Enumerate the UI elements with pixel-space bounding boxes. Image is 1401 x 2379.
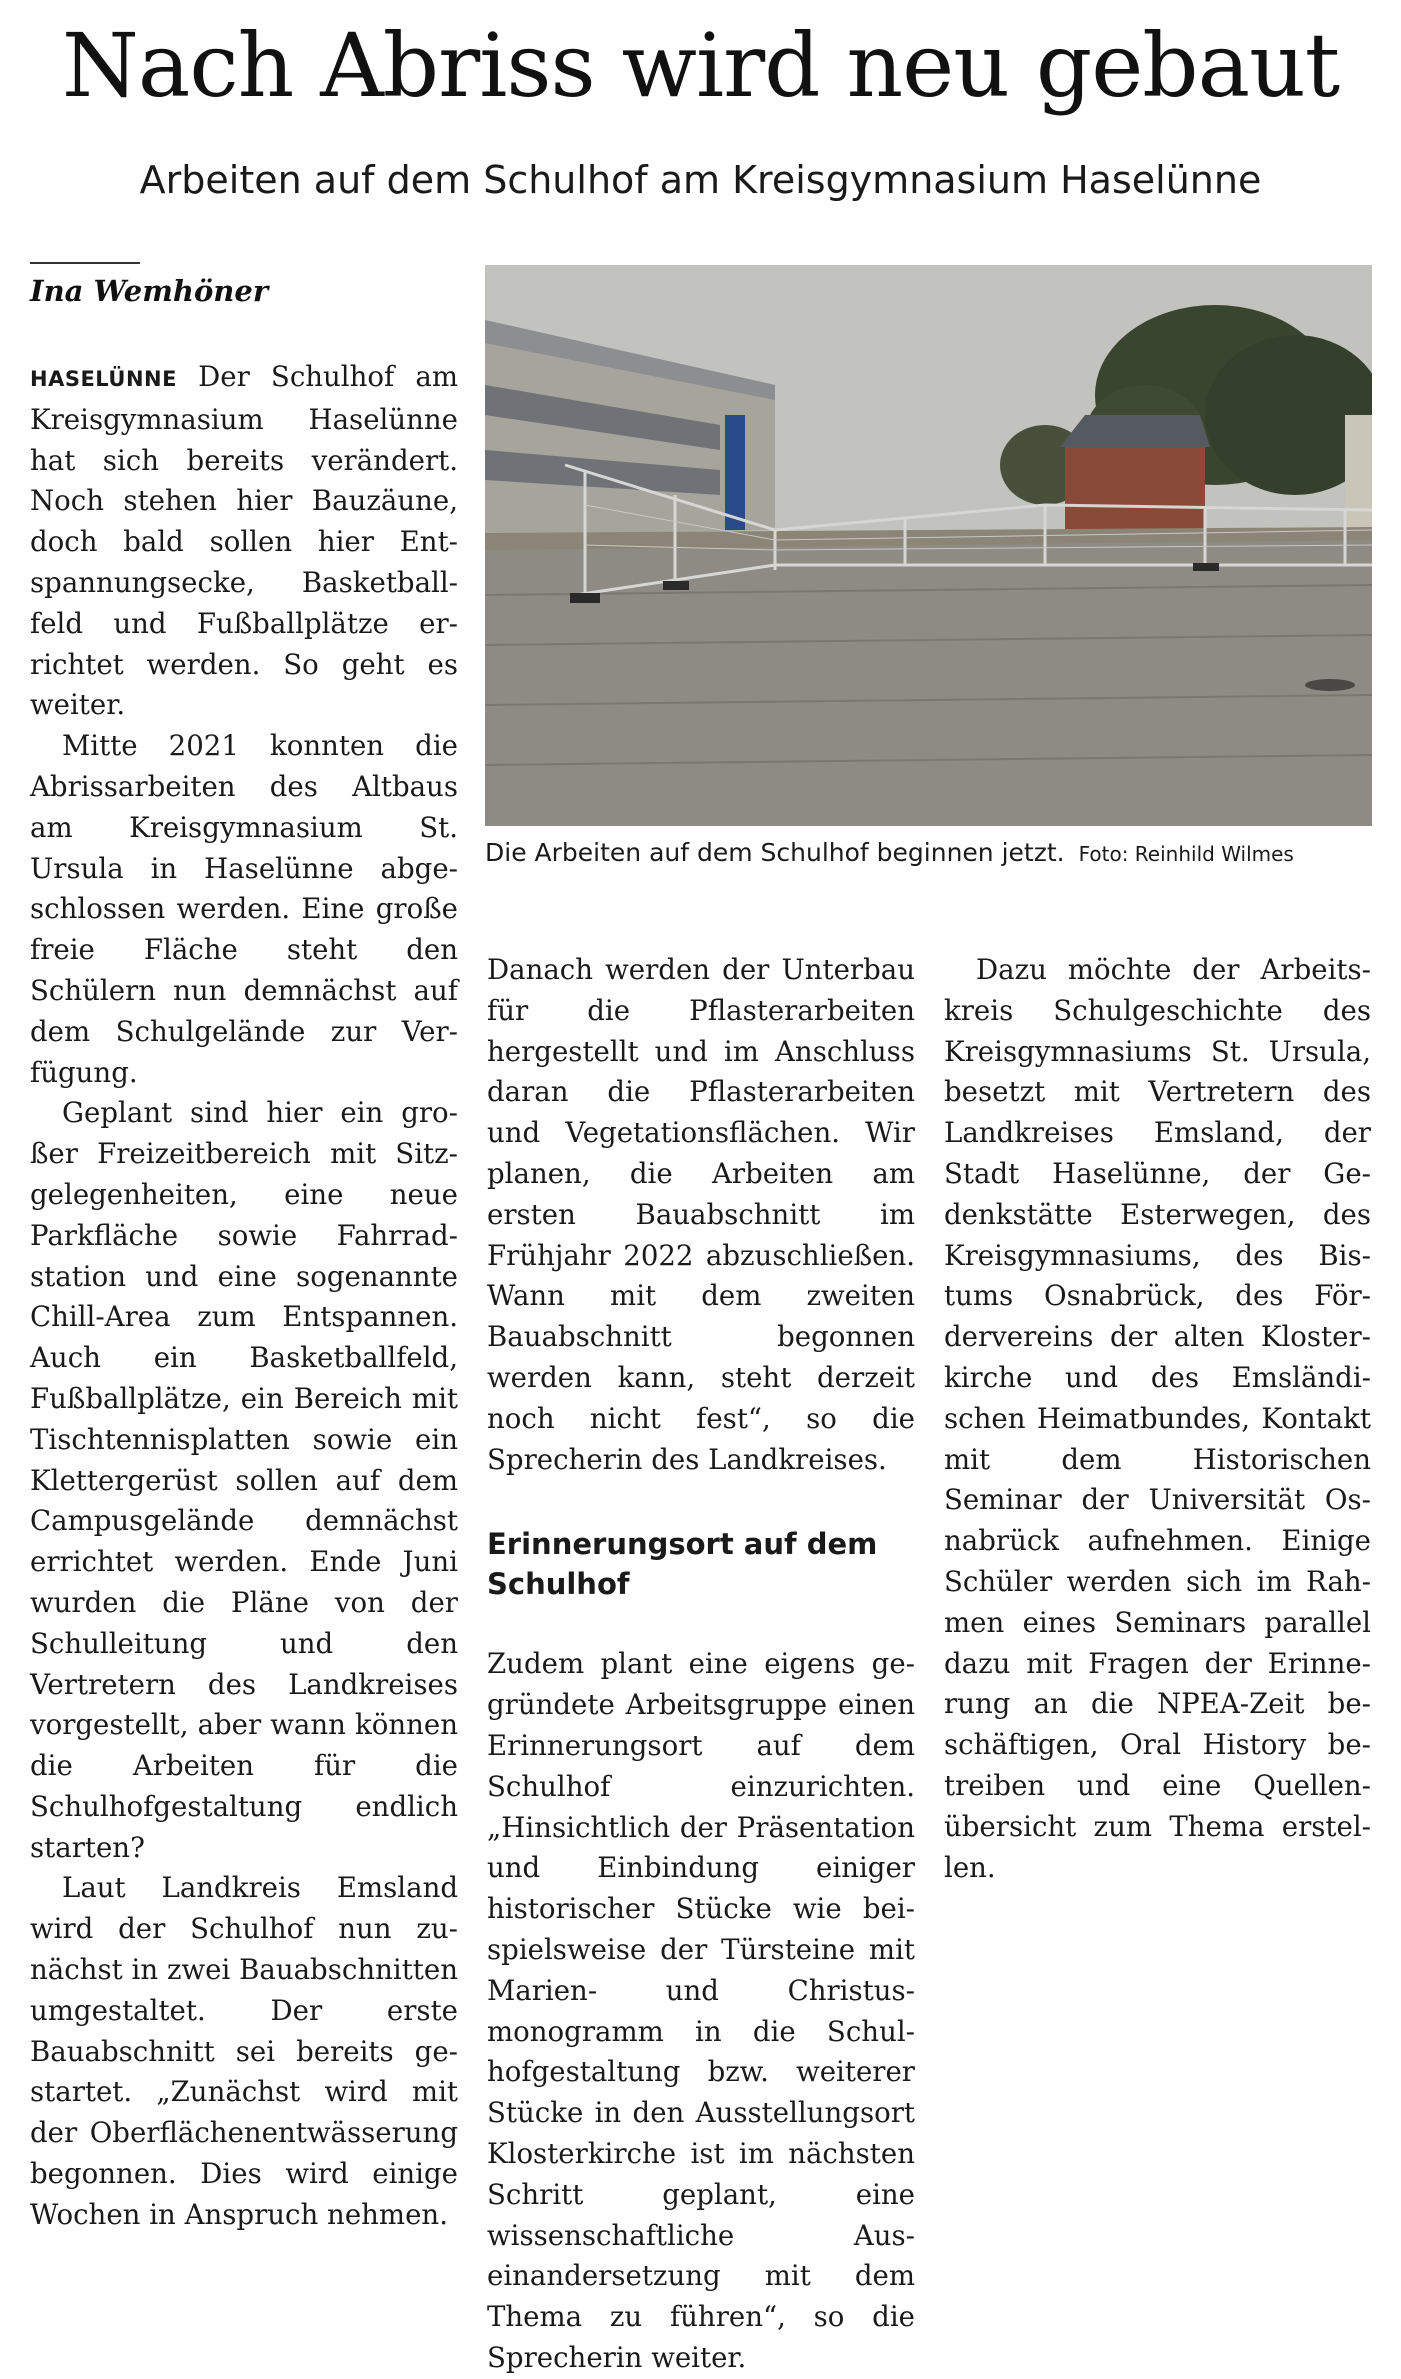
paragraph: Geplant sind hier ein großer Freizeitbereich mit Sitzgelegenheiten, eine neue Parkfläche sowie Fahrradstation und eine sogenannte Chill-Area zum Entspannen. Auch ein Basketballfeld, Fußballplätze, ein Bereich mit Tischtennisplatten sowie ein Klettergerüst sollen auf dem Campusgelände demnächst errichtet werden. Ende Juni wurden die Pläne von der Schulleitung und den Vertretern des Landkreises vorgestellt, aber wann können die Arbeiten für die Schulhofgestaltung endlich starten?: [30, 1096, 458, 1864]
photo-credit: Foto: Reinhild Wilmes: [1078, 842, 1294, 866]
text-column-1: [30, 357, 458, 2236]
text-column-3: [944, 950, 1371, 1888]
text-column-2: [487, 950, 915, 2379]
subheadline: Arbeiten auf dem Schulhof am Kreisgymnasium Haselünne: [139, 158, 1262, 202]
paragraph: Danach werden der Unterbau für die Pflasterarbeiten hergestellt und im Anschluss daran die Pflasterarbeiten und Vegetationsflächen. Wir planen, die Arbeiten am ersten Bauabschnitt im Frühjahr 2022 abzuschließen. Wann mit dem zweiten Bauabschnitt begonnen werden kann, steht derzeit noch nicht fest“, so die Sprecherin des Landkreises.: [487, 953, 915, 1476]
caption-text: Die Arbeiten auf dem Schulhof beginnen jetzt.: [485, 838, 1065, 867]
author-byline: Ina Wemhöner: [30, 274, 269, 308]
section-subheading: Erinnerungsort auf dem Schulhof: [487, 1527, 878, 1602]
article-photo: [485, 265, 1372, 826]
headline: Nach Abriss wird neu gebaut: [61, 14, 1340, 117]
paragraph: [30, 357, 458, 726]
byline-rule: [30, 262, 140, 264]
photo-caption: [485, 838, 1372, 867]
paragraph-text: Der Schulhof am Kreisgymnasium Haselünne hat sich bereits verändert. Noch stehen hier Bauzäune, doch bald sollen hier Entspannungsecke, Basketballfeld und Fußballplätze errichtet werden. So geht es weiter.: [30, 360, 458, 722]
paragraph: Laut Landkreis Emsland wird der Schulhof nun zunächst in zwei Bauabschnitten umgestaltet. Der erste Bauabschnitt sei bereits gestartet. „Zunächst wird mit der Oberflächenentwässerung begonnen. Dies wird einige Wochen in Anspruch nehmen.: [30, 1871, 458, 2231]
dateline: HASELÜNNE: [30, 367, 177, 391]
paragraph: Zudem plant eine eigens gegründete Arbeitsgruppe einen Erinnerungsort auf dem Schulhof einzurichten. „Hinsichtlich der Präsentation und Einbindung einiger historischer Stücke wie beispielsweise der Türsteine mit Marien- und Christusmonogramm in die Schulhofgestaltung bzw. weiterer Stücke in den Ausstellungsort Klosterkirche ist im nächsten Schritt geplant, eine wissenschaftliche Auseinandersetzung mit dem Thema zu führen“, so die Sprecherin weiter.: [487, 1647, 915, 2374]
paragraph: Dazu möchte der Arbeitskreis Schulgeschichte des Kreisgymnasiums St. Ursula, besetzt mit Vertretern des Landkreises Emsland, der Stadt Haselünne, der Gedenkstätte Esterwegen, des Kreisgymnasiums, des Bistums Osnabrück, des Fördervereins der alten Klosterkirche und des Emsländischen Heimatbundes, Kontakt mit dem Historischen Seminar der Universität Osnabrück aufnehmen. Einige Schüler werden sich im Rahmen eines Seminars parallel dazu mit Fragen der Erinnerung an die NPEA-Zeit beschäftigen, Oral History betreiben und eine Quellenübersicht zum Thema erstellen.: [944, 953, 1371, 1884]
paragraph: Mitte 2021 konnten die Abrissarbeiten des Altbaus am Kreisgymnasium St. Ursula in Haselünne abgeschlossen werden. Eine große freie Fläche steht den Schülern nun demnächst auf dem Schulgelände zur Verfügung.: [30, 729, 458, 1089]
